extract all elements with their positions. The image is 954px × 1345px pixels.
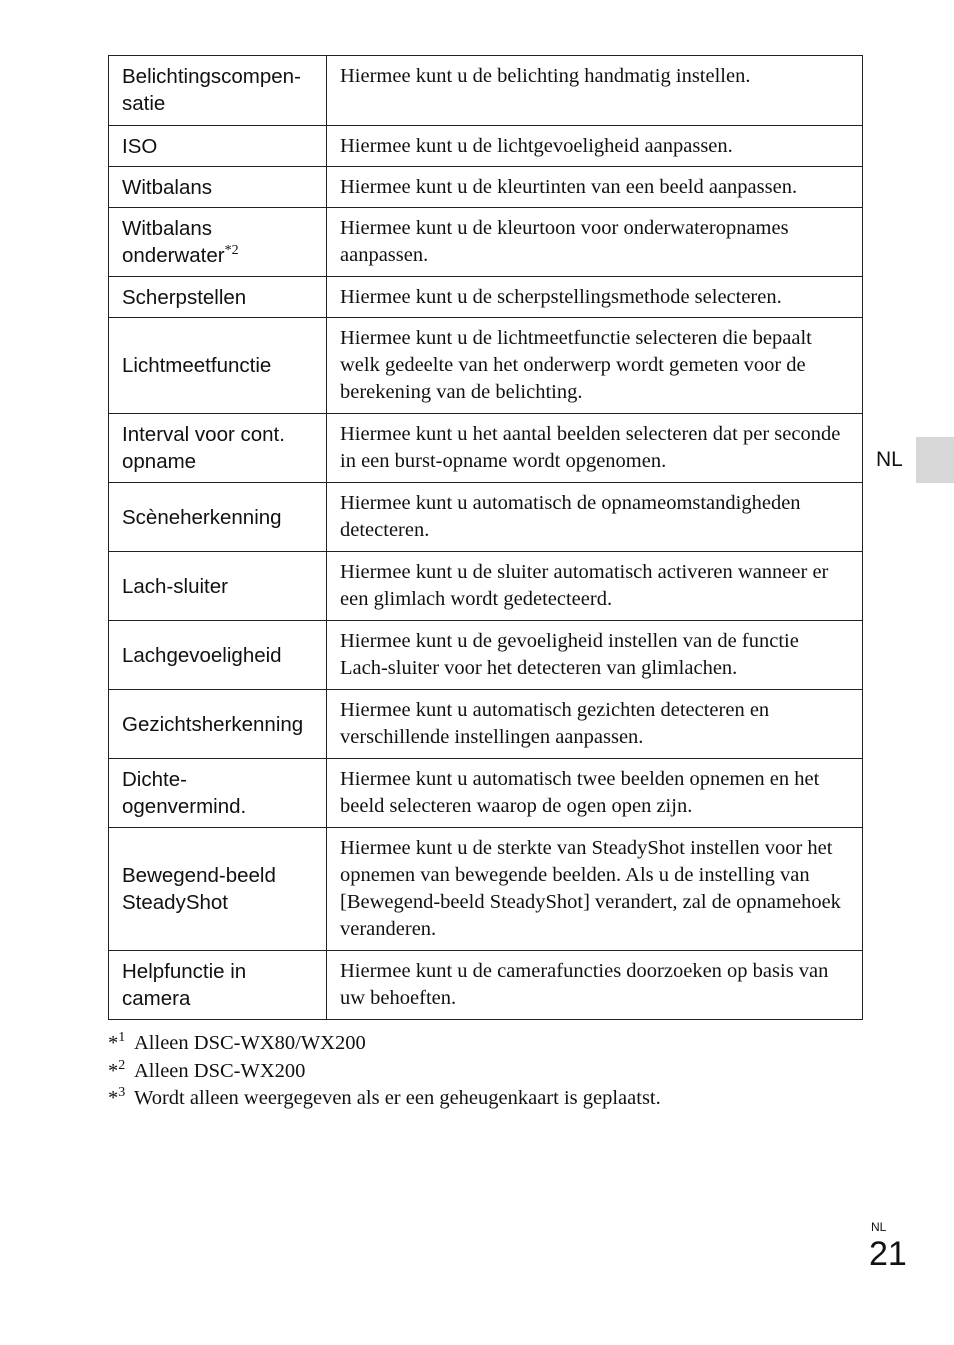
function-description: Hiermee kunt u de sterkte van SteadyShot instellen voor het opnemen van bewegende beelden. Als u de instelling van [Bewegend-beeld SteadyShot] verandert, zal de opnamehoek veranderen. [327,828,863,951]
function-description: Hiermee kunt u het aantal beelden selecteren dat per seconde in een burst-opname wordt opgenomen. [327,414,863,483]
table-row [109,277,863,318]
function-description: Hiermee kunt u de belichting handmatig instellen. [327,56,863,126]
footnote-text: Alleen DSC-WX80/WX200 [134,1032,366,1054]
function-name: Scèneherkenning [109,483,327,552]
function-name: Gezichtsherkenning [109,690,327,759]
table-row [109,414,863,483]
table-row [109,951,863,1020]
function-name: Interval voor cont. opname [109,414,327,483]
page-language-code: NL [871,1220,887,1234]
language-tab-label: NL [876,448,903,471]
function-description: Hiermee kunt u de sluiter automatisch activeren wanneer er een glimlach wordt gedetecteerd. [327,552,863,621]
footnotes [108,1030,868,1113]
footnote [108,1085,868,1113]
table-row [109,56,863,126]
function-name: Bewegend-beeld SteadyShot [109,828,327,951]
function-description: Hiermee kunt u de kleurtoon voor onderwateropnames aanpassen. [327,208,863,277]
footnote-marker: *$^1$ [108,1030,126,1054]
table-row [109,828,863,951]
table-row [109,690,863,759]
table-row [109,208,863,277]
footnote [108,1030,868,1058]
function-description: Hiermee kunt u automatisch de opnameomstandigheden detecteren. [327,483,863,552]
footnote-ref: *2 [224,243,239,258]
footnote-marker: *$^3$ [108,1085,126,1109]
function-table [108,55,863,1020]
function-name: Witbalans [109,167,327,208]
function-description: Hiermee kunt u automatisch twee beelden opnemen en het beeld selecteren waarop de ogen open zijn. [327,759,863,828]
footnote-text: Alleen DSC-WX200 [134,1059,306,1082]
table-row [109,167,863,208]
table-row [109,552,863,621]
function-name: Lichtmeetfunctie [109,318,327,414]
footnote-text: Wordt alleen weergegeven als er een geheugenkaart is geplaatst. [134,1087,661,1109]
function-name: Lachgevoeligheid [109,621,327,690]
function-description: Hiermee kunt u de kleurtinten van een beeld aanpassen. [327,167,863,208]
function-name: Lach-sluiter [109,552,327,621]
function-name: Scherpstellen [109,277,327,318]
function-description: Hiermee kunt u de gevoeligheid instellen van de functie Lach-sluiter voor het detecteren van glimlachen. [327,621,863,690]
table-row [109,621,863,690]
table-row [109,759,863,828]
function-name: Witbalans onderwater$^{*2}$ [109,208,327,277]
page-number: 21 [869,1235,907,1273]
table-row [109,318,863,414]
function-description: Hiermee kunt u de lichtmeetfunctie selecteren die bepaalt welk gedeelte van het onderwerp wordt gemeten voor de berekening van de belichting. [327,318,863,414]
function-description: Hiermee kunt u de camerafuncties doorzoeken op basis van uw behoeften. [327,951,863,1020]
footnote [108,1058,868,1086]
language-side-tab [916,437,954,483]
function-description: Hiermee kunt u de lichtgevoeligheid aanpassen. [327,126,863,167]
table-row [109,483,863,552]
table-row [109,126,863,167]
function-description: Hiermee kunt u de scherpstellingsmethode selecteren. [327,277,863,318]
function-name: Helpfunctie in camera [109,951,327,1020]
function-name: Belichtingscompen- satie [109,56,327,126]
footnote-marker: *$^2$ [108,1057,126,1082]
function-name: ISO [109,126,327,167]
function-description: Hiermee kunt u automatisch gezichten detecteren en verschillende instellingen aanpassen. [327,690,863,759]
function-name: Dichte- ogenvermind. [109,759,327,828]
